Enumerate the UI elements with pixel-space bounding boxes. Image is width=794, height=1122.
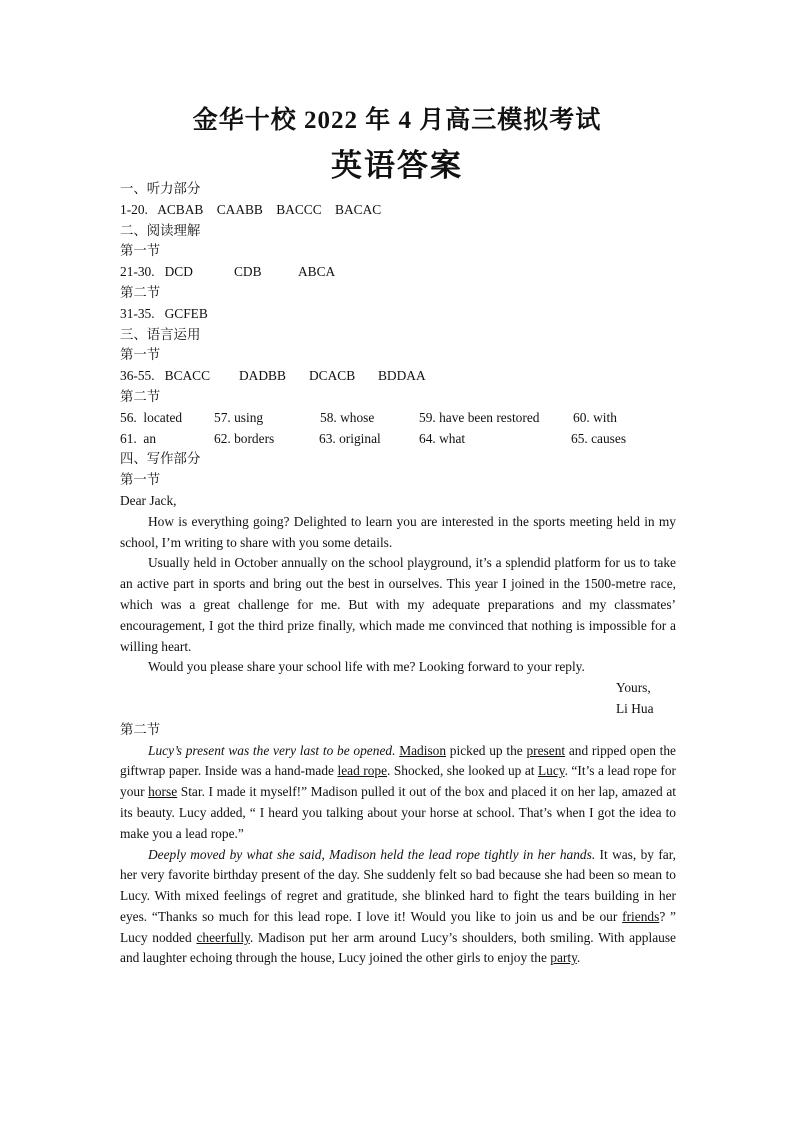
- section-reading-heading: 二、阅读理解: [120, 222, 201, 238]
- language-answer-group: 36-55. BCACC: [120, 368, 211, 384]
- blank-answer: 63. original: [319, 430, 381, 446]
- writing-sec2-label: 第二节: [120, 721, 161, 737]
- reading-sec1-answers: [120, 262, 676, 283]
- story-paragraph: [120, 741, 676, 845]
- blank-answer: 58. whose: [320, 409, 375, 425]
- language-sec2-row: [120, 408, 676, 429]
- key-word: Lucy: [537, 763, 565, 779]
- key-word: party: [550, 950, 577, 966]
- listening-answers: 1-20. ACBAB CAABB BACCC BACAC: [120, 201, 382, 217]
- letter-paragraph: How is everything going? Delighted to learn you are interested in the sports meeting held in my school, I’m writing to share with you some details.: [120, 513, 676, 550]
- reading-answer-group: CDB: [234, 264, 262, 280]
- reading-sec2-answers: 31-35. GCFEB: [120, 305, 208, 321]
- reading-answer-group: 21-30. DCD: [120, 264, 193, 280]
- story-text: .: [576, 950, 581, 966]
- key-word: cheerfully: [196, 929, 250, 945]
- letter-paragraph: Would you please share your school life with me? Looking forward to your reply.: [148, 659, 585, 675]
- writing-sec1-label: 第一节: [120, 472, 161, 488]
- answer-body: [120, 179, 676, 969]
- story-paragraph: [120, 845, 676, 970]
- key-word: Madison: [399, 742, 447, 758]
- key-word: friends: [622, 908, 660, 924]
- reading-sec2-label: 第二节: [120, 284, 161, 300]
- exam-subtitle: 英语答案: [331, 148, 463, 183]
- exam-title: 金华十校 2022 年 4 月高三模拟考试: [192, 107, 602, 134]
- section-language-heading: 三、语言运用: [120, 326, 201, 342]
- key-word: horse: [148, 784, 178, 800]
- language-answer-group: BDDAA: [378, 368, 426, 384]
- blank-answer: 57. using: [214, 409, 264, 425]
- story-text: ? ” Lucy nodded: [120, 908, 676, 945]
- blank-answer: 59. have been restored: [419, 409, 540, 425]
- blank-answer: 56. located: [120, 409, 183, 425]
- blank-answer: 62. borders: [214, 430, 275, 446]
- letter-greeting: Dear Jack,: [120, 492, 177, 508]
- story-text: and ripped open the giftwrap paper. Inside was a hand-made: [120, 742, 676, 779]
- reading-sec1-label: 第一节: [120, 243, 161, 259]
- given-opening-sentence: Lucy’s present was the very last to be opened.: [148, 742, 396, 758]
- story-text: . Shocked, she looked up at: [387, 763, 538, 779]
- blank-answer: 61. an: [120, 430, 157, 446]
- section-writing-heading: 四、写作部分: [120, 451, 201, 467]
- letter-closing: Yours,: [616, 680, 651, 696]
- language-sec2-row: [120, 429, 676, 450]
- language-sec2-label: 第二节: [120, 388, 161, 404]
- blank-answer: 65. causes: [571, 430, 627, 446]
- language-sec1-label: 第一节: [120, 347, 161, 363]
- story-text: picked up the: [446, 742, 527, 758]
- key-word: lead rope: [337, 763, 388, 779]
- story-text: . “It’s a lead rope for your: [120, 763, 676, 800]
- section-listening-heading: 一、听力部分: [120, 181, 201, 196]
- given-opening-sentence: Deeply moved by what she said, Madison held the lead rope tightly in her hands.: [148, 846, 596, 862]
- reading-answer-group: ABCA: [298, 264, 336, 280]
- letter-signature: Li Hua: [616, 700, 654, 716]
- letter-paragraph: Usually held in October annually on the school playground, it’s a splendid platform for us to take an active part in sports and bring out the best in ourselves. This year I joined in the 1500-metre race, which was a great challenge for me. But with my adequate preparations and my classmates’ encouragement, I got the third prize finally, which made me convinced that nothing is impossible for a willing heart.: [120, 555, 676, 654]
- language-sec1-answers: [120, 366, 676, 387]
- language-answer-group: DCACB: [309, 368, 356, 384]
- blank-answer: 64. what: [419, 430, 466, 446]
- story-text: . Madison put her arm around Lucy’s shoulders, both smiling. With applause and laughter echoing through the house, Lucy joined the other girls to enjoy the: [120, 929, 676, 966]
- key-word: present: [526, 742, 566, 758]
- story-text: Star. I made it myself!” Madison pulled it out of the box and placed it on her lap, amazed at its beauty. Lucy added, “ I heard you talking about your horse at school. That’s when I got the idea to make you a lead rope.”: [120, 784, 676, 841]
- blank-answer: 60. with: [573, 409, 617, 425]
- language-answer-group: DADBB: [239, 368, 286, 384]
- story-text: It was, by far, her very favorite birthday present of the day. She suddenly felt so bad because she had been so mean to Lucy. With mixed feelings of regret and gratitude, she blinked hard to fight the tears building in her eyes. “Thanks so much for this lead rope. I love it! Would you like to join us and be our: [120, 846, 677, 924]
